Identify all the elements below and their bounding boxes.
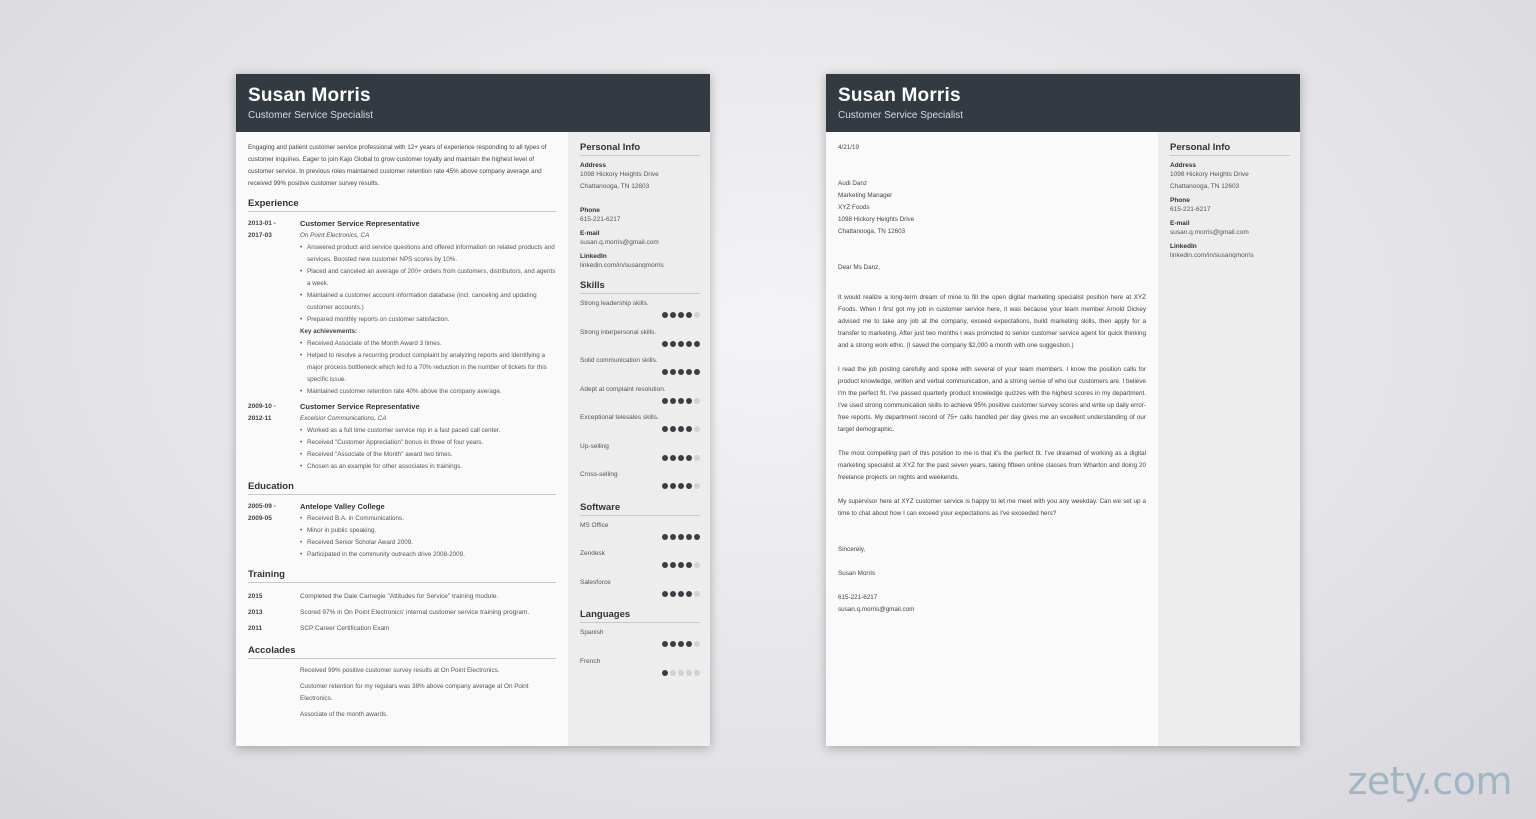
entry-date-start: 2005-09 - <box>248 503 276 510</box>
rating-row <box>580 658 700 687</box>
rating-label: Solid communication skills. <box>580 357 658 364</box>
rating-label: Cross-selling <box>580 471 618 478</box>
accolade-item: Associate of the month awards. <box>300 711 388 718</box>
duty-list <box>300 425 556 473</box>
letter-paragraph: The most compelling part of this position to me is that it's the perfect fit. I've dreamed of working as a digital marketing specialist at XYZ for the past seven years, taking fifteen online classes from Wharton and doing 20 freelance projects on nights and weekends. <box>838 450 1146 481</box>
rating-dot-filled <box>670 341 676 347</box>
rating-dot-filled <box>670 426 676 432</box>
letter-closing: Sincerely, <box>838 546 866 553</box>
software-heading: Software <box>580 502 700 516</box>
training-row <box>248 605 556 621</box>
rating-row <box>580 300 700 329</box>
rating-dot-filled <box>662 312 668 318</box>
key-achievements-heading: Key achievements: <box>300 328 358 335</box>
rating-dot-filled <box>670 312 676 318</box>
resume-name: Susan Morris <box>248 85 371 106</box>
list-item: • Chosen as an example for other associates in trainings. <box>300 461 556 473</box>
linkedin-value: linkedin.com/in/susanqmorris <box>580 262 664 269</box>
rating-label: French <box>580 657 601 665</box>
rating-row <box>580 522 700 551</box>
training-text: SCP Career Certification Exam <box>300 625 390 632</box>
training-year: 2015 <box>248 593 263 600</box>
rating-dot-empty <box>670 670 676 676</box>
list-item: • Received "Customer Appreciation" bonus in three of four years. <box>300 437 556 449</box>
letter-main <box>826 132 1158 746</box>
rating-dots <box>662 591 700 597</box>
training-text: Completed the Dale Carnegie "Attitudes for Service" training module. <box>300 593 499 600</box>
rating-row <box>580 629 700 658</box>
list-item: • Prepared monthly reports on customer satisfaction. <box>300 314 556 326</box>
letter-paragraph: I read the job posting carefully and spoke with several of your team members. I know the position calls for product knowledge, written and verbal communication, and a strong sense of who our customers are. I believe I'm the perfect fit. I've passed quarterly product knowledge quizzes with the highest scores in my department. I've used strong communication skills to achieve 95% positive customer survey scores and write up daily error-free reports. My department record of 75+ calls handled per day gives me an excellent understanding of our target demographic. <box>838 366 1146 433</box>
rating-dots <box>662 312 700 318</box>
rating-dot-empty <box>694 562 700 568</box>
linkedin-value: linkedin.com/in/susanqmorris <box>1170 252 1254 259</box>
training-heading: Training <box>248 569 556 583</box>
rating-row <box>580 386 700 415</box>
rating-label: Salesforce <box>580 578 611 586</box>
rating-label: Adept at complaint resolution. <box>580 385 666 393</box>
address-line: 1098 Hickory Heights Drive <box>1170 171 1249 178</box>
entry-date-end: 2017-03 <box>248 232 272 239</box>
rating-row <box>580 550 700 579</box>
rating-dot-filled <box>686 398 692 404</box>
rating-dot-filled <box>678 483 684 489</box>
software-list <box>580 522 700 608</box>
rating-row <box>580 579 700 608</box>
rating-dot-filled <box>686 455 692 461</box>
rating-dots <box>662 534 700 540</box>
school-name: Antelope Valley College <box>300 502 385 511</box>
rating-dot-filled <box>686 369 692 375</box>
rating-dot-filled <box>678 455 684 461</box>
rating-dot-filled <box>686 483 692 489</box>
rating-label: Spanish <box>580 629 604 636</box>
linkedin-label: LinkedIn <box>1170 243 1197 250</box>
linkedin-label: LinkedIn <box>580 253 607 260</box>
languages-list <box>580 629 700 686</box>
list-item: • Maintained customer retention rate 40% above the company average. <box>300 386 556 398</box>
rating-dot-empty <box>678 670 684 676</box>
rating-label: Zendesk <box>580 550 605 557</box>
rating-dot-filled <box>670 641 676 647</box>
company-name: On Point Electronics, CA <box>300 232 370 239</box>
rating-dot-filled <box>670 398 676 404</box>
list-item: • Placed and canceled an average of 200+ orders from customers, distributors, and agents a week. <box>300 266 556 290</box>
rating-dots <box>662 369 700 375</box>
list-item: • Maintained a customer account information database (incl. canceling and updating customer accounts.) <box>300 290 556 314</box>
phone-value: 615-221-6217 <box>1170 206 1211 213</box>
rating-dots <box>662 341 700 347</box>
cover-letter-page <box>826 74 1300 746</box>
rating-row <box>580 471 700 500</box>
rating-dot-empty <box>694 398 700 404</box>
list-item: • Minor in public speaking. <box>300 525 556 537</box>
training-row <box>248 621 556 637</box>
experience-entry <box>248 401 556 473</box>
email-label: E-mail <box>1170 220 1190 227</box>
letter-paragraph: My supervisor here at XYZ customer service is happy to let me meet with you any weekday. Can we set up a time to chat about how I can exceed your expectations as I've exceeded hers? <box>838 498 1146 517</box>
rating-dots <box>662 426 700 432</box>
email-label: E-mail <box>580 230 600 237</box>
entry-date-start: 2013-01 - <box>248 220 276 227</box>
rating-dot-filled <box>678 369 684 375</box>
letter-title: Customer Service Specialist <box>838 110 964 121</box>
letter-header <box>826 74 1300 132</box>
recipient-line: 1098 Hickory Heights Drive <box>838 216 915 223</box>
accolade-item: Customer retention for my regulars was 38% above company average at On Point Electronics. <box>300 683 529 702</box>
rating-dots <box>662 398 700 404</box>
resume-summary: Engaging and patient customer service professional with 12+ years of experience responding to all types of customer inquiries. Eager to join Kajo Global to grow customer loyalty and maintain the highest level of customer service. In previous roles maintained customer retention rate 45% above company average and received 99% positive customer survey results. <box>248 144 547 187</box>
rating-dot-empty <box>686 670 692 676</box>
duty-list <box>300 242 556 326</box>
recipient-line: XYZ Foods <box>838 204 870 211</box>
training-year: 2013 <box>248 609 263 616</box>
letter-email: susan.q.morris@gmail.com <box>838 606 915 613</box>
personal-info-heading: Personal Info <box>580 142 700 156</box>
rating-dot-filled <box>670 534 676 540</box>
rating-dots <box>662 670 700 676</box>
rating-dot-filled <box>678 591 684 597</box>
entry-date-end: 2012-11 <box>248 415 272 422</box>
rating-dot-filled <box>686 312 692 318</box>
rating-dot-filled <box>686 426 692 432</box>
rating-label: Up-selling <box>580 442 609 450</box>
recipient-line: Audi Danz <box>838 180 868 187</box>
education-list <box>300 513 556 561</box>
rating-label: Strong interpersonal skills. <box>580 328 657 336</box>
rating-dots <box>662 641 700 647</box>
rating-dot-filled <box>662 641 668 647</box>
education-heading: Education <box>248 481 556 495</box>
training-year: 2011 <box>248 625 263 632</box>
letter-signature: Susan Morris <box>838 570 876 577</box>
achievement-list <box>300 338 556 398</box>
rating-dot-filled <box>686 641 692 647</box>
list-item: • Received Associate of the Month Award 3 times. <box>300 338 556 350</box>
accolade-item: Received 99% positive customer survey results at On Point Electronics. <box>300 667 500 674</box>
rating-dot-filled <box>686 534 692 540</box>
resume-title: Customer Service Specialist <box>248 110 374 121</box>
rating-dot-filled <box>670 455 676 461</box>
letter-greeting: Dear Ms Danz, <box>838 264 880 271</box>
rating-dot-filled <box>678 398 684 404</box>
rating-dot-empty <box>694 426 700 432</box>
letter-paragraph: It would realize a long-term dream of mine to fill the open digital marketing specialist position here at XYZ Foods. When I first got my job in customer service here, it was because your team member Arnold Dickey advised me to take any job at the company, exceed expectations, build marketing skills, then apply for a transfer to marketing. After just two months I was promoted to senior customer service agent for quick thinking and a strong work ethic. (I saved the company $2,000 a month with one suggestion.) <box>838 294 1146 349</box>
rating-dot-filled <box>678 641 684 647</box>
job-title: Customer Service Representative <box>300 402 420 411</box>
rating-dot-filled <box>662 341 668 347</box>
rating-dot-filled <box>662 398 668 404</box>
accolades-heading: Accolades <box>248 645 556 659</box>
rating-dot-filled <box>686 591 692 597</box>
email-value: susan.q.morris@gmail.com <box>580 239 659 246</box>
resume-page <box>236 74 710 746</box>
personal-info-heading: Personal Info <box>1170 142 1290 156</box>
rating-dot-filled <box>694 369 700 375</box>
rating-dots <box>662 562 700 568</box>
rating-row <box>580 414 700 443</box>
rating-dot-filled <box>670 562 676 568</box>
rating-dot-filled <box>686 562 692 568</box>
list-item: • Received B.A. in Communications. <box>300 513 556 525</box>
entry-date-end: 2009-05 <box>248 515 272 522</box>
rating-label: MS Office <box>580 521 609 529</box>
zety-logo: zety.com <box>1347 759 1512 803</box>
rating-row <box>580 329 700 358</box>
rating-dot-empty <box>694 591 700 597</box>
rating-dot-filled <box>662 483 668 489</box>
rating-dot-empty <box>694 312 700 318</box>
rating-dot-filled <box>678 426 684 432</box>
skills-heading: Skills <box>580 280 700 294</box>
languages-heading: Languages <box>580 609 700 623</box>
rating-dot-filled <box>662 455 668 461</box>
recipient-line: Chattanooga, TN 12603 <box>838 228 906 235</box>
rating-dot-filled <box>678 312 684 318</box>
rating-dot-empty <box>694 641 700 647</box>
rating-dot-filled <box>694 341 700 347</box>
list-item: • Received "Associate of the Month" award two times. <box>300 449 556 461</box>
rating-dot-filled <box>678 562 684 568</box>
phone-label: Phone <box>580 207 600 214</box>
company-name: Excelsior Communications, CA <box>300 415 387 422</box>
rating-dot-empty <box>694 455 700 461</box>
training-row <box>248 589 556 605</box>
rating-dots <box>662 455 700 461</box>
address-label: Address <box>1170 162 1197 169</box>
rating-dot-filled <box>686 341 692 347</box>
experience-heading: Experience <box>248 198 556 212</box>
resume-header <box>236 74 710 132</box>
resume-main <box>236 132 568 746</box>
rating-dot-filled <box>678 341 684 347</box>
list-item: • Answered product and service questions and offered information on related products and services. Boosted new customer NPS scores by 10%. <box>300 242 556 266</box>
address-line: 1098 Hickory Heights Drive <box>580 171 659 178</box>
rating-dot-filled <box>694 534 700 540</box>
phone-label: Phone <box>1170 197 1190 204</box>
letter-name: Susan Morris <box>838 85 961 106</box>
rating-label: Strong leadership skills. <box>580 300 649 307</box>
training-text: Scored 97% in On Point Electronics' internal customer service training program. <box>300 609 530 616</box>
rating-dot-filled <box>662 534 668 540</box>
rating-dot-filled <box>662 426 668 432</box>
list-item: • Participated in the community outreach drive 2008-2009. <box>300 549 556 561</box>
education-entry <box>248 501 556 561</box>
address-label: Address <box>580 162 607 169</box>
address-line: Chattanooga, TN 12603 <box>1170 183 1240 190</box>
rating-dot-filled <box>670 483 676 489</box>
skills-list <box>580 300 700 500</box>
letter-phone: 615-221-6217 <box>838 594 878 601</box>
rating-row <box>580 443 700 472</box>
experience-entry <box>248 218 556 398</box>
rating-dot-filled <box>670 591 676 597</box>
entry-date-start: 2009-10 - <box>248 403 276 410</box>
rating-row <box>580 357 700 386</box>
job-title: Customer Service Representative <box>300 219 420 228</box>
rating-dot-filled <box>678 534 684 540</box>
rating-dot-filled <box>662 591 668 597</box>
rating-dot-filled <box>662 670 668 676</box>
rating-label: Exceptional telesales skills. <box>580 414 659 421</box>
letter-sidebar <box>1158 132 1300 746</box>
resume-sidebar <box>568 132 710 746</box>
list-item: • Worked as a full time customer service rep in a fast paced call center. <box>300 425 556 437</box>
phone-value: 615-221-6217 <box>580 216 621 223</box>
recipient-line: Marketing Manager <box>838 192 893 199</box>
rating-dots <box>662 483 700 489</box>
letter-date: 4/21/19 <box>838 144 860 151</box>
rating-dot-empty <box>694 483 700 489</box>
address-line: Chattanooga, TN 12603 <box>580 183 650 190</box>
rating-dot-filled <box>670 369 676 375</box>
email-value: susan.q.morris@gmail.com <box>1170 229 1249 236</box>
list-item: • Helped to resolve a recurring product complaint by analyzing reports and identifying a major process bottleneck which led to a 70% reduction in the number of tickets for this specific issue. <box>300 350 556 386</box>
rating-dot-filled <box>662 369 668 375</box>
list-item: • Received Senior Scholar Award 2009. <box>300 537 556 549</box>
rating-dot-empty <box>694 670 700 676</box>
rating-dot-filled <box>662 562 668 568</box>
